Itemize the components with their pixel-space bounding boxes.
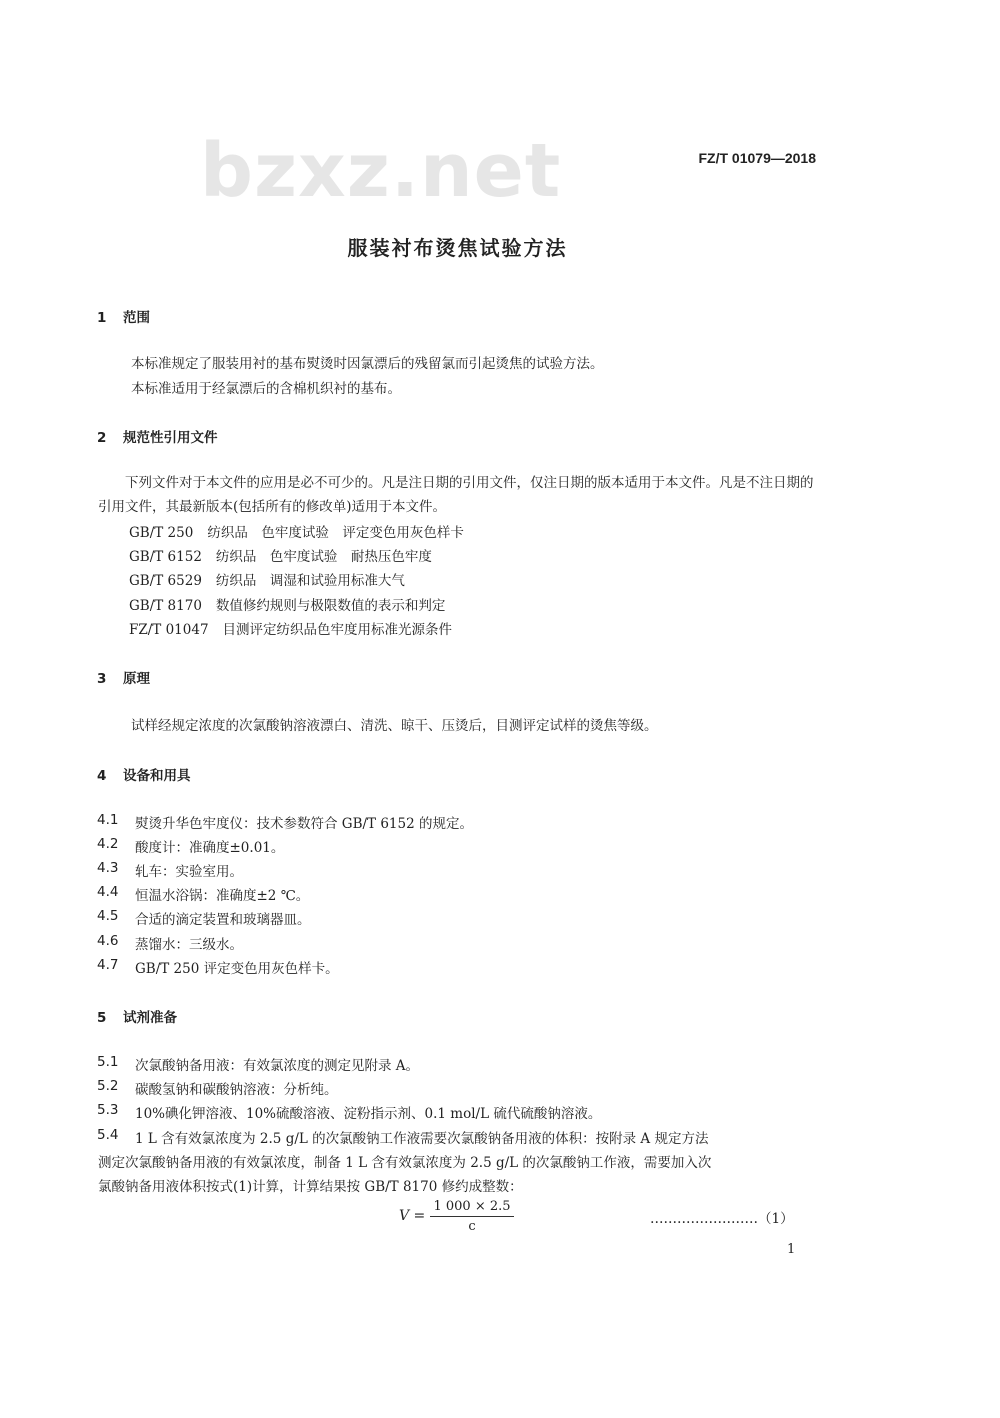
clause-text: 1 L 含有效氯浓度为 2.5 g/L 的次氯酸钠工作液需要次氯酸钠备用液的体积：按附录 A 规定方法: [135, 1131, 709, 1147]
reference-title: 数值修约规则与极限数值的表示和判定: [215, 598, 446, 614]
clause-number: 4.1: [97, 812, 119, 828]
clause-text: 酸度计：准确度±0.01。: [135, 840, 285, 856]
clause-text-continued: 氯酸钠备用液体积按式(1)计算，计算结果按 GB/T 8170 修约成整数：: [98, 1179, 523, 1195]
clause-text-continued: 测定次氯酸钠备用液的有效氯浓度，制备 1 L 含有效氯浓度为 2.5 g/L 的次氯酸钠工作液，需要加入次: [98, 1155, 712, 1171]
reference-code: GB/T 6152: [129, 549, 202, 565]
equation-number: ……………………（1）: [650, 1211, 794, 1227]
reference-code: GB/T 8170: [129, 598, 202, 614]
clause-number: 5.3: [97, 1102, 119, 1118]
clause-number: 5.1: [97, 1054, 119, 1070]
clause-number: 4.4: [97, 884, 119, 900]
clause-number: 4.5: [97, 908, 119, 924]
reference-title: 目测评定纺织品色牢度用标准光源条件: [222, 622, 453, 638]
normative-reference: [129, 618, 452, 638]
normative-reference: [129, 594, 445, 614]
formula-fraction: [430, 1199, 514, 1234]
page-number: 1: [787, 1242, 796, 1257]
clause-number: 5.2: [97, 1078, 119, 1094]
clause-text: 次氯酸钠备用液：有效氯浓度的测定见附录 A。: [135, 1058, 420, 1074]
section-number: 1: [97, 310, 107, 326]
fraction-bar: [430, 1216, 514, 1217]
paragraph: 本标准规定了服装用衬的基布熨烫时因氯漂后的残留氯而引起烫焦的试验方法。: [131, 356, 604, 372]
reference-title: 纺织品 调湿和试验用标准大气: [215, 573, 405, 589]
section-title: 范围: [123, 310, 150, 326]
clause-text: 碳酸氢钠和碳酸钠溶液：分析纯。: [135, 1082, 338, 1098]
formula-lhs: V =: [399, 1208, 426, 1224]
section-2-heading: [97, 426, 218, 446]
clause-text: 恒温水浴锅：准确度±2 ℃。: [135, 888, 310, 904]
clause-text: 10%碘化钾溶液、10%硫酸溶液、淀粉指示剂、0.1 mol/L 硫代硫酸钠溶液。: [135, 1106, 602, 1122]
clause-text: 熨烫升华色牢度仪：技术参数符合 GB/T 6152 的规定。: [135, 816, 473, 832]
section-number: 5: [97, 1010, 107, 1026]
watermark: bzxz.net: [200, 128, 562, 214]
normative-reference: [129, 545, 432, 565]
formula-denominator: c: [468, 1219, 476, 1234]
clause-text: 蒸馏水：三级水。: [135, 937, 243, 953]
section-title: 试剂准备: [123, 1010, 177, 1026]
section-number: 2: [97, 430, 107, 446]
clause-number: 4.7: [97, 957, 119, 973]
paragraph: 试样经规定浓度的次氯酸钠溶液漂白、清洗、晾干、压烫后，目测评定试样的烫焦等级。: [131, 718, 658, 734]
page-title: 服装衬布烫焦试验方法: [347, 236, 568, 260]
reference-title: 纺织品 色牢度试验 评定变色用灰色样卡: [207, 525, 464, 541]
reference-code: GB/T 250: [129, 525, 194, 541]
paragraph: 下列文件对于本文件的应用是必不可少的。凡是注日期的引用文件，仅注日期的版本适用于本文件。凡是不注日期的引用文件，其最新版本(包括所有的修改单)适用于本文件。: [98, 475, 814, 515]
section-title: 设备和用具: [123, 768, 191, 784]
clause-text: 轧车：实验室用。: [135, 864, 243, 880]
reference-code: FZ/T 01047: [129, 622, 209, 638]
section-number: 4: [97, 768, 107, 784]
reference-code: GB/T 6529: [129, 573, 202, 589]
clause-text: 合适的滴定装置和玻璃器皿。: [135, 912, 311, 928]
reference-title: 纺织品 色牢度试验 耐热压色牢度: [215, 549, 432, 565]
section-number: 3: [97, 671, 107, 687]
clause-number: 4.2: [97, 836, 119, 852]
normative-reference: [129, 521, 464, 541]
section-title: 原理: [123, 671, 150, 687]
section-3-heading: [97, 667, 150, 687]
section-5-heading: [97, 1006, 177, 1026]
normative-reference: [129, 569, 405, 589]
clause-number: 4.6: [97, 933, 119, 949]
section-1-heading: [97, 306, 150, 326]
section-4-heading: [97, 764, 191, 784]
section-title: 规范性引用文件: [123, 430, 218, 446]
standard-code: FZ/T 01079—2018: [698, 150, 816, 166]
clause-text: GB/T 250 评定变色用灰色样卡。: [135, 961, 339, 977]
clause-number: 5.4: [97, 1127, 119, 1143]
clause-number: 4.3: [97, 860, 119, 876]
paragraph: 本标准适用于经氯漂后的含棉机织衬的基布。: [131, 381, 401, 397]
formula-numerator: 1 000 × 2.5: [433, 1199, 511, 1214]
